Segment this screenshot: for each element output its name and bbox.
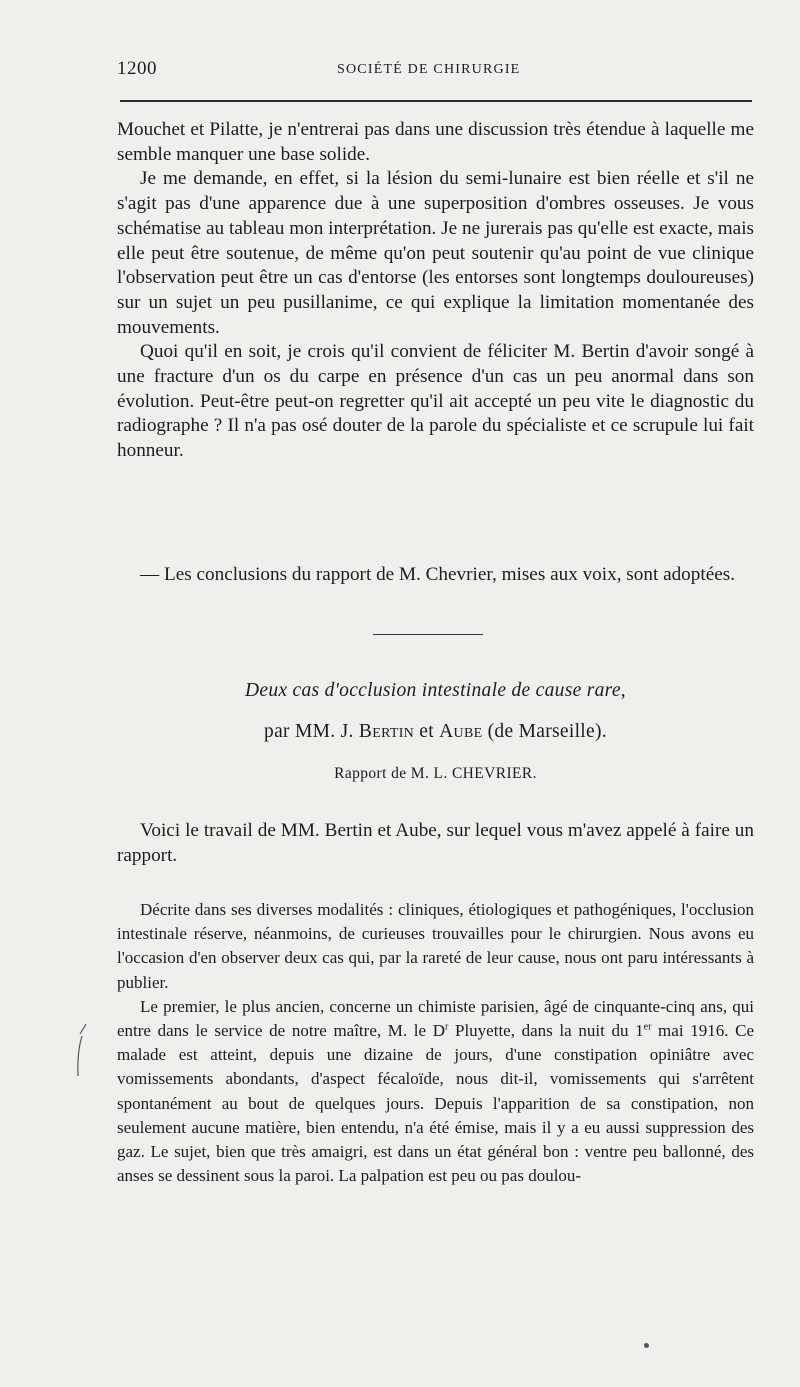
report-text: Pluyette, dans la nuit du 1 [448, 1021, 644, 1041]
header-rule [120, 100, 752, 102]
article-authors [117, 721, 754, 743]
discussion-text [117, 118, 754, 464]
report-byline: Rapport de M. L. CHEVRIER. [334, 765, 537, 782]
author-bertin: Bertin [358, 721, 415, 742]
authors-prefix: par MM. J. [264, 721, 354, 742]
authors-affiliation: (de Marseille). [487, 721, 607, 742]
authors-conjunction: et [419, 721, 434, 742]
section-separator [373, 634, 483, 635]
conclusion-text [117, 563, 754, 588]
report-paragraph: Décrite dans ses diverses modalités : cliniques, étiologiques et pathogéniques, l'occlusion intestinale réserve, néanmoins, de curieuses trouvailles pour le chirurgien. Nous avons eu l'occasion d'en observer deux cas qui, par la rareté de leur cause, nous ont paru intéressants à publier. [117, 900, 754, 992]
author-aube: Aube [439, 721, 483, 742]
article-title: Deux cas d'occlusion intestinale de cause rare, [245, 680, 626, 701]
report-text: Le premier, le plus ancien, concerne un chimiste parisien, âgé de cinquante-cinq ans, qui entre dans le service de notre maître, M. le D [117, 996, 754, 1041]
running-head: SOCIÉTÉ DE CHIRURGIE [337, 62, 521, 77]
discussion-paragraph: Je me demande, en effet, si la lésion du semi-lunaire est bien réelle et s'il ne s'agit pas d'une apparence due à une superposition d'ombres osseuses. Je vous schématise au tableau mon interprétation. Je ne jurerais pas qu'elle est exacte, mais elle peut être soutenue, de même qu'on peut soutenir qu'au point de vue clinique l'observation peut être un cas d'entorse (les entorses sont longtemps douloureuses) sur un sujet un peu pusillanime, ce qui explique la limitation momentanée des mouvements. [117, 168, 754, 338]
superscript: r [445, 1021, 449, 1033]
margin-annotation-mark [74, 1022, 88, 1078]
report-paragraph-2 [117, 995, 754, 1189]
discussion-paragraph: Quoi qu'il en soit, je crois qu'il convient de féliciter M. Bertin d'avoir songé à une fracture d'un os du carpe en présence d'un cas un peu anormal dans son évolution. Peut-être peut-on regretter qu'il ait accepté un peu vite le diagnostic du radiographe ? Il n'a pas osé douter de la parole du spécialiste et ce scrupule lui fait honneur. [117, 341, 754, 462]
page-header [117, 58, 752, 88]
page-number: 1200 [117, 58, 157, 79]
discussion-paragraph: Mouchet et Pilatte, je n'entrerai pas dans une discussion très étendue à laquelle me semble manquer une base solide. [117, 119, 754, 165]
report-body [117, 898, 754, 1188]
superscript: er [643, 1021, 652, 1033]
intro-paragraph: Voici le travail de MM. Bertin et Aube, sur lequel vous m'avez appelé à faire un rapport. [117, 820, 754, 866]
report-intro [117, 819, 754, 868]
ink-speck [644, 1343, 649, 1348]
report-text: mai 1916. Ce malade est atteint, depuis une dizaine de jours, d'une constipation opiniâtre avec vomissements abondants, d'aspect fécaloïde, nous dit-il, vomissements qui s'arrêtent spontanément au bout de quelques jours. Depuis l'apparition de sa constipation, non seulement aucune matière, bien entendu, n'a été émise, mais il y a eu aussi suppression des gaz. Le sujet, bien que très amaigri, est dans un état général bon : ventre peu ballonné, des anses se dessinent sous la paroi. La palpation est peu ou pas doulou- [117, 1021, 754, 1186]
conclusion-paragraph: — Les conclusions du rapport de M. Chevrier, mises aux voix, sont adoptées. [140, 564, 735, 585]
